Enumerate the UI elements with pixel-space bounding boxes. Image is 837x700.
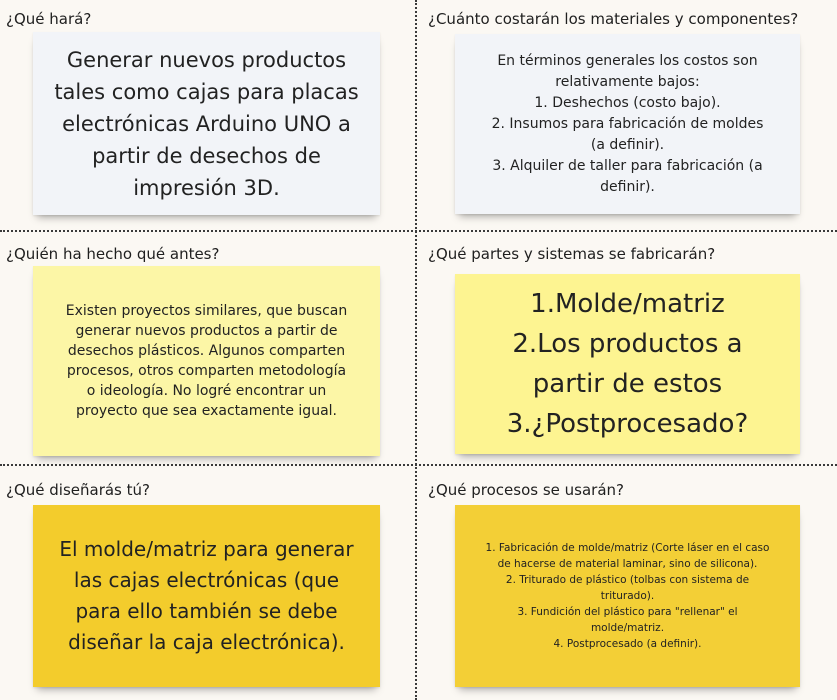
- sticky-note-costos[interactable]: [455, 34, 800, 214]
- section-heading-que-disenaras: ¿Qué diseñarás tú?: [6, 481, 150, 499]
- horizontal-divider-2: [0, 464, 837, 466]
- note-text: El molde/matriz para generar las cajas electrónicas (que para ello también se debe diseñar la caja electrónica).: [59, 537, 354, 654]
- section-heading-quien-ha-hecho: ¿Quién ha hecho qué antes?: [6, 245, 220, 263]
- note-text: Existen proyectos similares, que buscan generar nuevos productos a partir de desechos plásticos. Algunos comparten procesos, otros comparten metodología o ideología. No logré encontrar un proyecto que sea exactamente igual.: [65, 303, 348, 419]
- vertical-divider: [415, 0, 417, 700]
- horizontal-divider-1: [0, 230, 837, 232]
- section-heading-partes-sistemas: ¿Qué partes y sistemas se fabricarán?: [428, 245, 716, 263]
- section-heading-procesos: ¿Qué procesos se usarán?: [428, 481, 625, 499]
- note-text: Generar nuevos productos tales como cajas para placas electrónicas Arduino UNO a partir de desechos de impresión 3D.: [54, 47, 359, 200]
- sticky-note-partes-sistemas[interactable]: [455, 274, 800, 454]
- sticky-note-que-disenaras[interactable]: [33, 505, 380, 687]
- section-heading-costos: ¿Cuánto costarán los materiales y componentes?: [428, 10, 799, 28]
- note-text: 1. Fabricación de molde/matriz (Corte láser en el caso de hacerse de material laminar, sino de silicona). 2. Triturado de plástico (tolbas con sistema de triturado). 3. Fundición del plástico para "rellenar" el molde/matriz. 4. Postprocesado (a definir).: [485, 542, 770, 650]
- section-heading-que-hara: ¿Qué hará?: [6, 10, 92, 28]
- sticky-note-procesos[interactable]: [455, 505, 800, 687]
- note-text: En términos generales los costos son relativamente bajos: 1. Deshechos (costo bajo). 2. Insumos para fabricación de moldes (a definir). 3. Alquiler de taller para fabricación (a definir).: [491, 52, 764, 195]
- sticky-note-que-hara[interactable]: [33, 32, 380, 215]
- note-text: 1.Molde/matriz 2.Los productos a partir de estos 3.¿Postprocesado?: [506, 289, 749, 439]
- sticky-note-quien-ha-hecho[interactable]: [33, 266, 380, 456]
